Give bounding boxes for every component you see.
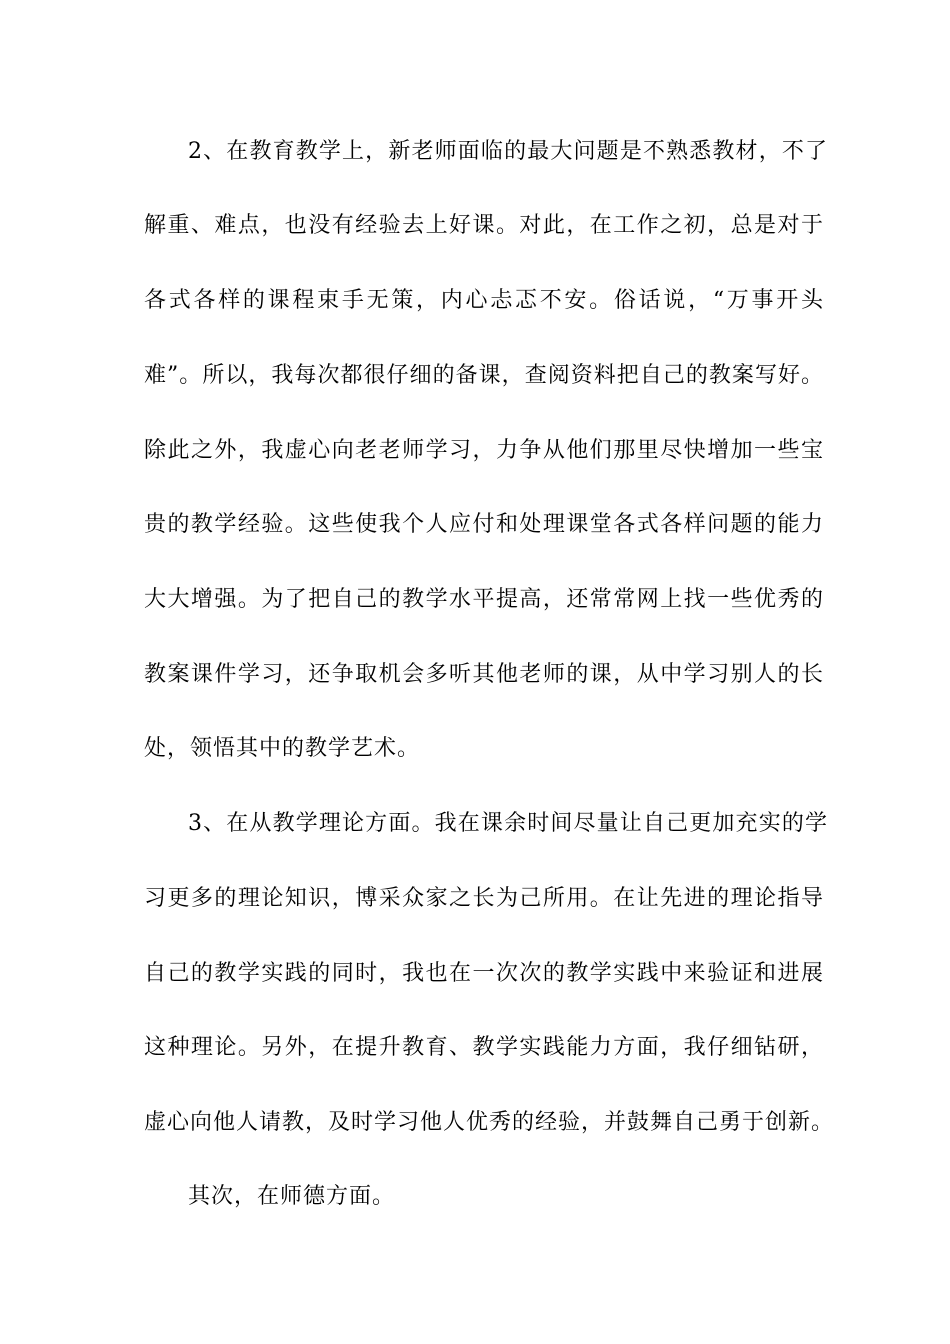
paragraph-1-line-8: 教案课件学习，还争取机会多听其他老师的课，从中学习别人的长: [144, 662, 824, 687]
paragraph-2-line-4: 这种理论。另外，在提升教育、教学实践能力方面，我仔细钻研，: [144, 1035, 824, 1060]
paragraph-3-line-1: 其次，在师德方面。: [188, 1184, 396, 1209]
paragraph-1-line-4: 难”。所以，我每次都很仔细的备课，查阅资料把自己的教案写好。: [144, 363, 824, 388]
paragraph-1-line-7: 大大增强。为了把自己的教学水平提高，还常常网上找一些优秀的: [144, 587, 824, 612]
paragraph-2-line-2: 习更多的理论知识，博采众家之长为己所用。在让先进的理论指导: [144, 886, 824, 911]
paragraph-1-line-9: 处，领悟其中的教学艺术。: [144, 736, 421, 761]
paragraph-2-line-5: 虚心向他人请教，及时学习他人优秀的经验，并鼓舞自己勇于创新。: [144, 1110, 835, 1135]
paragraph-1-line-3: 各式各样的课程束手无策，内心忐忑不安。俗话说，“万事开头: [144, 288, 824, 313]
paragraph-2-line-1: 3、在从教学理论方面。我在课余时间尽量让自己更加充实的学: [188, 811, 828, 836]
paragraph-1-line-6: 贵的教学经验。这些使我个人应付和处理课堂各式各样问题的能力: [144, 512, 824, 537]
paragraph-1-line-5: 除此之外，我虚心向老老师学习，力争从他们那里尽快增加一些宝: [144, 438, 824, 463]
paragraph-2-line-3: 自己的教学实践的同时，我也在一次次的教学实践中来验证和进展: [144, 961, 824, 986]
paragraph-1-line-2: 解重、难点，也没有经验去上好课。对此，在工作之初，总是对于: [144, 213, 824, 238]
paragraph-1-line-1: 2、在教育教学上，新老师面临的最大问题是不熟悉教材，不了: [188, 139, 828, 164]
